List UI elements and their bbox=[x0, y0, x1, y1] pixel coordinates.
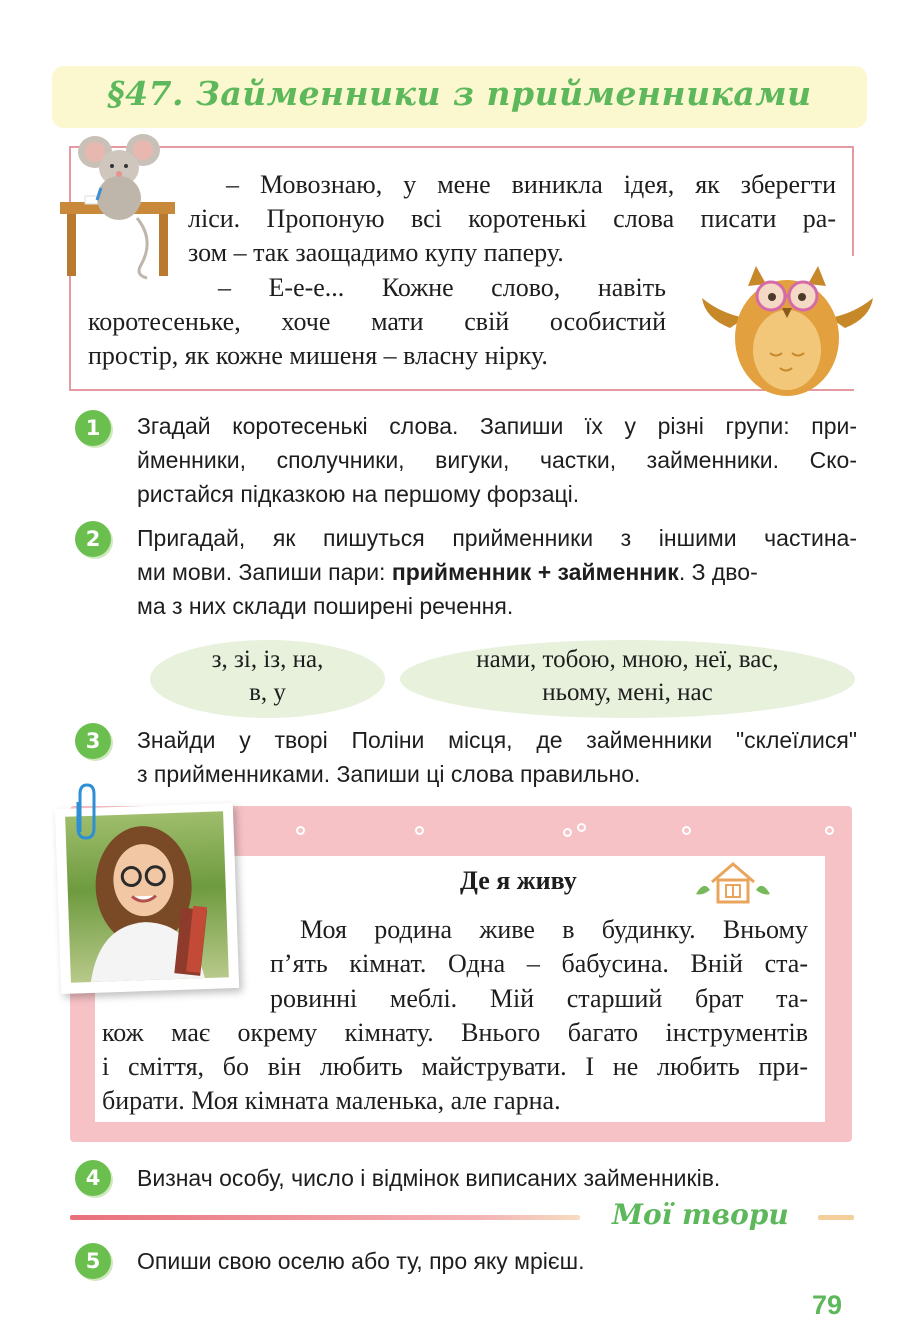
dialog-line-3: зом – так заощадимо купу паперу. bbox=[188, 238, 564, 267]
task-5-badge: 5 bbox=[75, 1243, 111, 1279]
task-2-line-2-start: ми мови. Запиши пари: bbox=[137, 559, 392, 585]
pronouns-line-2: ньому, мені, нас bbox=[542, 679, 713, 706]
frame-dot bbox=[825, 826, 834, 835]
task-2-line-2 bbox=[137, 555, 857, 589]
dialog-line-6: простір, як кожне мишеня – власну нірку. bbox=[88, 341, 548, 370]
frame-dot bbox=[296, 826, 305, 835]
frame-dot bbox=[682, 826, 691, 835]
dialog-top-border bbox=[69, 146, 854, 148]
story-title: Де я живу bbox=[460, 866, 577, 895]
dialog-line-2: ліси. Пропоную всі коротенькі слова писати ра- bbox=[188, 204, 836, 233]
prepositions-line-1: з, зі, із, на, bbox=[211, 646, 324, 673]
task-4-badge: 4 bbox=[75, 1160, 111, 1196]
paperclip-icon bbox=[72, 782, 100, 844]
section-divider-right bbox=[818, 1215, 854, 1220]
task-2-line-1: Пригадай, як пишуться прийменники з іншими частина- bbox=[137, 525, 857, 551]
dialog-right-border bbox=[852, 146, 854, 256]
dialog-line-4: – Е-е-е... Кожне слово, навіть bbox=[218, 273, 666, 302]
mouse-illustration bbox=[55, 130, 185, 280]
dialog-line-5: коротесеньке, хоче мати свій особистий bbox=[88, 307, 666, 336]
task-2-bold-term: прийменник + займенник bbox=[391, 559, 679, 585]
task-4-line-1: Визнач особу, число і відмінок виписаних займенників. bbox=[137, 1165, 721, 1191]
frame-dot bbox=[415, 826, 424, 835]
task-5-line-1: Опиши свою оселю або ту, про яку мрієш. bbox=[137, 1248, 585, 1274]
story-line-5: і сміття, бо він любить майструвати. І не любить при- bbox=[102, 1052, 808, 1081]
owl-illustration bbox=[700, 258, 875, 398]
story-line-2: п’ять кімнат. Одна – бабусина. Вній ста- bbox=[270, 949, 808, 978]
pronouns-line-1: нами, тобою, мною, неї, вас, bbox=[476, 646, 779, 673]
story-line-4: кож має окрему кімнату. Внього багато інструментів bbox=[102, 1018, 808, 1047]
task-1-line-2: йменники, сполучники, вигуки, частки, займенники. Ско- bbox=[137, 447, 857, 473]
task-2-badge: 2 bbox=[75, 521, 111, 557]
task-1-line-1: Згадай коротесенькі слова. Запиши їх у різні групи: при- bbox=[137, 413, 857, 439]
frame-dot bbox=[577, 823, 586, 832]
house-icon bbox=[692, 860, 774, 906]
task-1-line-3: ристайся підказкою на першому форзаці. bbox=[137, 481, 580, 507]
task-3-badge: 3 bbox=[75, 723, 111, 759]
task-3-line-2: з прийменниками. Запиши ці слова правильно. bbox=[137, 761, 641, 787]
page-number: 79 bbox=[812, 1290, 843, 1320]
task-2-line-3: ма з них склади поширені речення. bbox=[137, 593, 514, 619]
task-3-line-1: Знайди у творі Поліни місця, де займенники "склеїлися" bbox=[137, 727, 857, 753]
prepositions-line-2: в, у bbox=[249, 679, 286, 706]
task-1-badge: 1 bbox=[75, 410, 111, 446]
dialog-line-1: – Мовознаю, у мене виникла ідея, як зберегти bbox=[226, 170, 836, 199]
page-title: §47. Займенники з прийменниками bbox=[107, 74, 812, 113]
story-line-1: Моя родина живе в будинку. Вньому bbox=[300, 915, 808, 944]
frame-dot bbox=[563, 828, 572, 837]
task-2-line-2-end: . З дво- bbox=[678, 559, 758, 585]
section-title: Мої твори bbox=[612, 1198, 789, 1231]
story-line-6: бирати. Моя кімната маленька, але гарна. bbox=[102, 1086, 561, 1115]
section-divider-left bbox=[70, 1215, 580, 1220]
story-line-3: ровинні меблі. Мій старший брат та- bbox=[270, 984, 808, 1013]
